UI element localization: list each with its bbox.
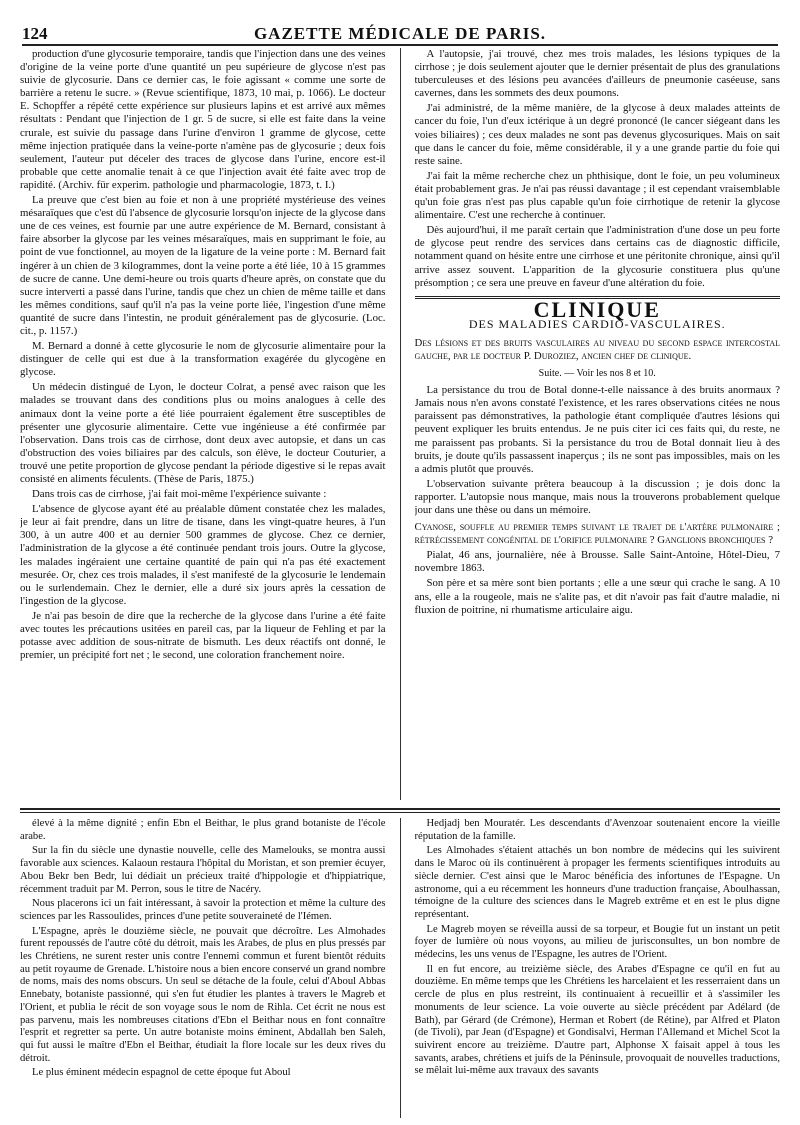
page-number: 124 <box>22 24 48 43</box>
paragraph: Hedjadj ben Mouratér. Les descendants d'Avenzoar soutenaient encore la vieille réputation de la famille. <box>414 818 780 842</box>
case-heading: Cyanose, souffle au premier temps suivant le trajet de l'artère pulmonaire ; rétrécissement congénital de l'orifice pulmonaire ? Ganglions bronchiques ? <box>414 521 780 547</box>
paragraph: Je n'ai pas besoin de dire que la recherche de la glycose dans l'urine a été faite avec toutes les précautions usitées en pareil cas, par la liqueur de Fehling et par la potasse avec addition de sous-nitrate de bismuth. Les deux réactifs ont donné, le premier, un précipité fort net ; le second, une coloration franchement noire. <box>20 609 386 662</box>
paragraph: L'observation suivante prêtera beaucoup à la discussion ; je dois donc la rapporter. L'autopsie nous manque, mais nous la trouverons probablement quelque jour dans une thèse ou dans un mémoire. <box>414 477 780 516</box>
paragraph: L'Espagne, après le douzième siècle, ne pouvait que décroître. Les Almohades furent repoussés de l'autre côté du détroit, mais les Arabes, de plus en plus pressés par les Chrétiens, ne surent rester unis contre l'ennemi commun et furent bientôt réduits au petit royaume de Grenade. L'histoire nous a bien encore conservé un grand nombre de noms, mais des noms obscurs. Un seul se détache de la foule, celui d'Aboul Abbas Ennebaty, botaniste passionné, qui s'en fut étudier les plantes à travers le Magreb et l'Orient, et publia le récit de son voyage sous le nom de Rihla. Cet écrit ne nous est pas parvenu, mais les nombreuses citations d'Ebn el Beithar nous en font connaître l'esprit et regretter sa perte. Un autre botaniste moins éminent, Abdallah ben Saleh, qui fut aussi le maître d'Ebn el Beithar, étudiait la flore locale sur les deux rives du détroit. <box>20 925 386 1064</box>
paragraph: La preuve que c'est bien au foie et non à une propriété mystérieuse des veines mésaraïques que c'est dû l'absence de glycosurie lorsqu'on injecte de la glycose dans une de ces veines, est fournie par une autre expérience de M. Bernard, consistant à faire absorber la glycose par les veines mésaraïques, mais en supprimant le foie, au point de vue fonctionnel, au moyen de la ligature de la veine porte : M. Bernard fait ingérer à un chien de 3 kilogrammes, dont la veine porte a été liée, 10 à 15 grammes de sucre de canne. Une demi-heure ou trois quarts d'heure après, on constate que du sucre interverti a passé dans l'urine, tandis que chez un chien de même taille et dans les mêmes conditions, sauf qu'il n'a pas la veine porte liée, l'ingestion d'une même quantité de sucre dans l'intestin, ne produit généralement pas de glycosurie. (Loc. cit., p. 1157.) <box>20 194 386 337</box>
column-divider <box>400 818 401 1118</box>
continuation-note: Suite. — Voir les nos 8 et 10. <box>538 368 656 380</box>
paragraph: M. Bernard a donné à cette glycosurie le nom de glycosurie alimentaire pour la distinguer de celle qui est due à la transformation exagérée du glycogène en glycose. <box>20 340 386 379</box>
paragraph: Les Almohades s'étaient attachés un bon nombre de médecins qui les suivirent dans le Maroc où ils continuèrent à propager les ferments scientifiques introduits au siècle dernier. C'est ainsi que le Maroc bénéficia des infortunes de l'Espagne. Un astronome, qui a eu récemment les honneurs d'une traduction française, Aboulhassan, témoigne de la culture des sciences dans le Magreb extrême et en est le plus digne représentant. <box>414 845 780 920</box>
section-subtitle: DES MALADIES CARDIO-VASCULAIRES. <box>468 316 726 331</box>
journal-title: GAZETTE MÉDICALE DE PARIS. <box>253 24 547 43</box>
paragraph: L'absence de glycose ayant été au préalable dûment constatée chez les malades, je leur ai fait prendre, dans un litre de tisane, dans les vingt-quatre heures, à l'un 300, à un autre 400 et au dernier 500 grammes de glycose. Chez ce dernier, l'administration de la glycose a été continuée pendant trois jours. Outre la glycose, les malades ingéraient une certaine quantité de pain qui n'a pas été exactement mesurée. Or, chez ces trois malades, il s'est manifesté de la glycosurie le lendemain ou le surlendemain. Chez le dernier, elle a duré six jours après la cessation de l'ingestion de la glycose. <box>20 503 386 607</box>
paragraph: Pialat, 46 ans, journalière, née à Brousse. Salle Saint-Antoine, Hôtel-Dieu, 7 novembre 1863. <box>414 549 780 575</box>
article-heading: Des lésions et des bruits vasculaires au niveau du second espace intercostal gauche, par le docteur P. Duroziez, ancien chef de clinique. <box>414 336 780 362</box>
paragraph: La persistance du trou de Botal donne-t-elle naissance à des bruits anormaux ? Jamais nous n'en avons constaté l'existence, et les rares observations citées ne nous paraissent pas démonstratives, la pathologie étant compliquée d'autres lésions qui peuvent expliquer les bruits entendus. Je ne puis citer ici ces faits qui, du reste, ne me paraissent pas probants. Si la persistance du trou de Botal donnait lieu à des bruits, je doute qu'ils passassent inaperçus ; ils ne sont pas impossibles, mais on les a admis plutôt que prouvés. <box>414 384 780 475</box>
paragraph: Le Magreb moyen se réveilla aussi de sa torpeur, et Bougie fut un instant un petit foyer de lumière où nous voyons, au milieu de jurisconsultes, un bon nombre de médecins, les uns venus de l'Espagne, les autres de l'Orient. <box>414 923 780 961</box>
paragraph: production d'une glycosurie temporaire, tandis que l'injection dans une des veines d'origine de la veine porte d'une quantité un peu supérieure de glycose n'est pas suivie de glycosurie. Dans ce dernier cas, le foie agissant « comme une sorte de barrière a retenu le sucre. » (Revue scientifique, 1873, 10 mai, p. 1066). Le docteur E. Schopffer a répété cette expérience sur plusieurs lapins et est arrivé aux mêmes résultats : Pendant que l'injection de 1 gr. 5 de sucre, si elle est faite dans la veine crurale, est suivie du passage dans l'urine d'environ 1 gramme de glycose, cette même injection pratiquée dans la veine-porte n'amène pas de glycosurie ; deux fois seulement, l'auteur put déceler des traces de glycose dans l'urine, encore est-il probable que cette anomalie tenait à ce que l'injection avait été faite avec trop de rapidité. (Archiv. für experim. pathologie und pharmacologie, 1873, t. I.) <box>20 48 386 191</box>
column-divider <box>400 48 401 800</box>
paragraph: Nous placerons ici un fait intéressant, à savoir la protection et même la culture des sciences par les Rassoulides, princes d'une petite souveraineté de l'Iémen. <box>20 898 386 922</box>
paragraph: Il en fut encore, au treizième siècle, des Arabes d'Espagne ce qu'il en fut au douzième. En même temps que les Chrétiens les harcelaient et les resserraient dans un cercle de plus en plus restreint, ils continuaient à recueillir et à s'assimiler les monuments de leur science. La voie ouverte au siècle précédent par Adélard (de Bath), par Gérard (de Crémone), Herman et Robert (de Rétine), par Alfred et Platon (de Tivoli), par Jean (d'Espagne) et Gondisalvi, Herman l'Allemand et Michel Scot la suivirent encore au treizième. D'autre part, Alphonse X faisait appel à tous les savants, arabes, chrétiens et juifs de la Péninsule, provoquait de nouvelles traductions, se mêlait lui-même aux travaux des savants <box>414 963 780 1077</box>
horizontal-rule <box>20 808 780 810</box>
paragraph: Un médecin distingué de Lyon, le docteur Colrat, a pensé avec raison que les malades se trouvant dans des conditions plus ou moins analogues à celle des animaux dont la veine porte a été liée pourraient également être susceptibles de présenter une glycosurie alimentaire. Cette vue ingénieuse a été confirmée par l'observation. Dans trois cas de cirrhose, dont deux avec autopsie, et dans un cas d'obstruction des voies biliaires par des calculs, son élève, le docteur Couturier, a trouvé une petite proportion de glycose pendant la période digestive si le repas avait consisté en aliments féculents. (Thèse de Paris, 1875.) <box>20 381 386 485</box>
top-section <box>20 48 780 800</box>
paragraph: A l'autopsie, j'ai trouvé, chez mes trois malades, les lésions typiques de la cirrhose ; je dois seulement ajouter que le dernier présentait de plus des granulations tuberculeuses et des lésions peu avancées d'ailleurs de pneumonie caséeuse, sans cavernes, dans les sommets des deux poumons. <box>414 48 780 100</box>
horizontal-rule <box>20 812 780 813</box>
paragraph: J'ai fait la même recherche chez un phthisique, dont le foie, un peu volumineux était probablement gras. Je n'ai pas réussi davantage ; il est cependant vraisemblable qu'un foie gras n'est pas plus capable qu'un foie cirrhotique de retenir la glycose alimentaire. C'est une recherche à continuer. <box>414 169 780 222</box>
page-header <box>22 16 778 46</box>
paragraph: J'ai administré, de la même manière, de la glycose à deux malades atteints de cancer du foie, l'un d'eux ictérique à un degré prononcé (le cancer siégeant dans les voies biliaires) ; ces deux malades ne sont pas devenus glycosuriques. Mais on sait que dans le cancer du foie, même considérable, il y a une grande partie du foie qui reste saine. <box>414 102 780 167</box>
paragraph: Dès aujourd'hui, il me paraît certain que l'administration d'une dose un peu forte de glycose peut rendre des services dans certains cas de diagnostic difficile, notamment quand on hésite entre une cirrhose et une péritonite chronique, ainsi qu'il arrive assez souvent. L'apparition de la glycosurie constituera plus qu'une présomption ; ce sera une preuve en faveur d'une altération du foie. <box>414 224 780 289</box>
paragraph: Dans trois cas de cirrhose, j'ai fait moi-même l'expérience suivante : <box>32 488 327 501</box>
bottom-left-column <box>20 818 386 1118</box>
paragraph: Le plus éminent médecin espagnol de cette époque fut Aboul <box>32 1067 291 1079</box>
paragraph: élevé à la même dignité ; enfin Ebn el Beithar, le plus grand botaniste de l'école arabe. <box>20 818 386 842</box>
top-right-column <box>415 48 781 800</box>
bottom-section <box>20 818 780 1118</box>
paragraph: Sur la fin du siècle une dynastie nouvelle, celle des Mamelouks, se montra aussi favorable aux sciences. Kalaoun restaura l'hôpital du Moristan, et son premier écuyer, Abou Bekr ben Bedr, lui dédiait un précieux traité d'hippologie et d'hippiatrique, récemment traduit par M. Perron, sous le titre de Nacéry. <box>20 845 386 895</box>
bottom-right-column <box>415 818 781 1118</box>
paragraph: Son père et sa mère sont bien portants ; elle a une sœur qui crache le sang. A 10 ans, elle a la rougeole, mais ne s'alite pas, et dit n'avoir pas fait d'autre maladie, ni fluxion de poitrine, ni rhumatisme articulaire aigu. <box>414 577 780 616</box>
section-title: CLINIQUE <box>533 296 661 322</box>
top-left-column <box>20 48 386 800</box>
